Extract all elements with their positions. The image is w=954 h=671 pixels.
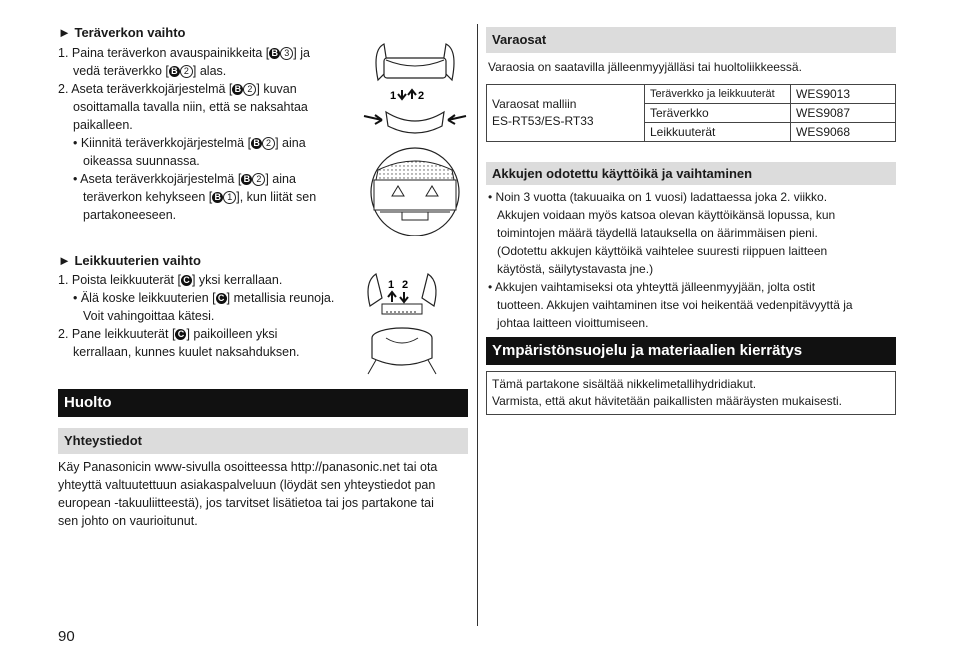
blade-replace-heading: ► Teräverkon vaihto <box>58 25 186 40</box>
bullet-2-line-1: • Aseta teräverkkojärjestelmä [ B 2 ] aina <box>73 172 296 186</box>
part-name: Teräverkko ja leikkuuterät <box>645 85 791 104</box>
part-code: WES9068 <box>791 123 896 142</box>
cutter-step-1: 1. Poista leikkuuterät [ C ] yksi kerrallaan. <box>58 273 283 287</box>
step-2-line-1: 2. Aseta teräverkkojärjestelmä [ B 2 ] kuvan <box>58 82 297 96</box>
cutter-replace-steps <box>58 271 358 361</box>
page-number: 90 <box>58 628 75 645</box>
parts-heading: Varaosat <box>486 27 896 53</box>
environment-box: Tämä partakone sisältää nikkelimetallihydridiakut. Varmista, että akut hävitetään paikallisten määräysten mukaisesti. <box>486 371 896 415</box>
cutter-bullet-line-2: Voit vahingoittaa kätesi. <box>83 309 215 323</box>
step-1-line-2: vedä teräverkko [ B 2 ] alas. <box>73 64 227 78</box>
badge-b: B <box>269 48 280 59</box>
badge-c: C <box>181 275 192 286</box>
parts-table <box>486 84 896 142</box>
column-divider <box>477 24 478 626</box>
step-2-line-3: paikalleen. <box>73 118 133 132</box>
cutter-replace-heading: ► Leikkuuterien vaihto <box>58 253 201 268</box>
cutter-step-2-line-2: kerrallaan, kunnes kuulet naksahduksen. <box>73 345 300 359</box>
environment-section-bar: Ympäristönsuojelu ja materiaalien kierrätys <box>486 337 896 365</box>
cutter-illustration <box>362 268 442 380</box>
part-code: WES9013 <box>791 85 896 104</box>
battery-text: • Noin 3 vuotta (takuuaika on 1 vuosi) ladattaessa joka 2. viikko. Akkujen voidaan myös katsoa olevan käyttöikänsä lopussa, kun toimintojen määrä täydellä latauksella on äärimmäisen pieni. (Odotettu akkujen käyttöikä vaihtelee suuresti riippuen laitteen käytöstä, säilytystavasta jne.) • Akkujen vaihtamiseksi ota yhteyttä jälleenmyyjään, jolta ostit tuotteen. Akkujen vaihtaminen itse voi heikentää vedenpitävyyttä ja johtaa laitteen vioittumiseen. <box>488 190 853 330</box>
parts-model-cell: Varaosat malliin ES-RT53/ES-RT33 <box>487 85 645 142</box>
part-name: Leikkuuterät <box>645 123 791 142</box>
blade-illustration <box>362 40 468 236</box>
parts-intro: Varaosia on saatavilla jälleenmyyjälläsi tai huoltoliikkeessä. <box>488 60 802 74</box>
table-row <box>487 85 896 104</box>
contact-heading: Yhteystiedot <box>58 428 468 454</box>
step-1-line-1: 1. Paina teräverkon avauspainikkeita [ B 3 ] ja <box>58 46 310 60</box>
fig-label-2: 2 <box>418 90 425 102</box>
svg-text:2: 2 <box>402 279 409 291</box>
part-name: Teräverkko <box>645 104 791 123</box>
circled-3: 3 <box>280 47 293 60</box>
blade-replace-steps <box>58 44 358 224</box>
bullet-1-line-2: oikeassa suunnassa. <box>83 154 200 168</box>
cutter-step-2-line-1: 2. Pane leikkuuterät [ C ] paikoilleen yksi <box>58 327 278 341</box>
contact-text: Käy Panasonicin www-sivulla osoitteessa http://panasonic.net tai ota yhteyttä valtuutettuun asiakaspalveluun (löydät sen yhteystiedot pan european -takuuliitteestä), jos tarvitset lisätietoa tai jos partakone tai sen johto on vaurioitunut. <box>58 460 438 528</box>
step-2-line-2: osoittamalla tavalla niin, että se naksahtaa <box>73 100 308 114</box>
fig-label-1: 1 <box>390 90 397 102</box>
battery-heading: Akkujen odotettu käyttöikä ja vaihtaminen <box>486 162 896 185</box>
bullet-2-line-2: teräverkon kehykseen [ B 1 ], kun liität sen <box>83 190 317 204</box>
bullet-1-line-1: • Kiinnitä teräverkkojärjestelmä [ B 2 ] aina <box>73 136 306 150</box>
part-code: WES9087 <box>791 104 896 123</box>
bullet-2-line-3: partakoneeseen. <box>83 208 177 222</box>
svg-text:1: 1 <box>388 279 395 291</box>
huolto-section-bar: Huolto <box>58 389 468 417</box>
cutter-bullet-line-1: • Älä koske leikkuuterien [ C ] metallisia reunoja. <box>73 291 335 305</box>
